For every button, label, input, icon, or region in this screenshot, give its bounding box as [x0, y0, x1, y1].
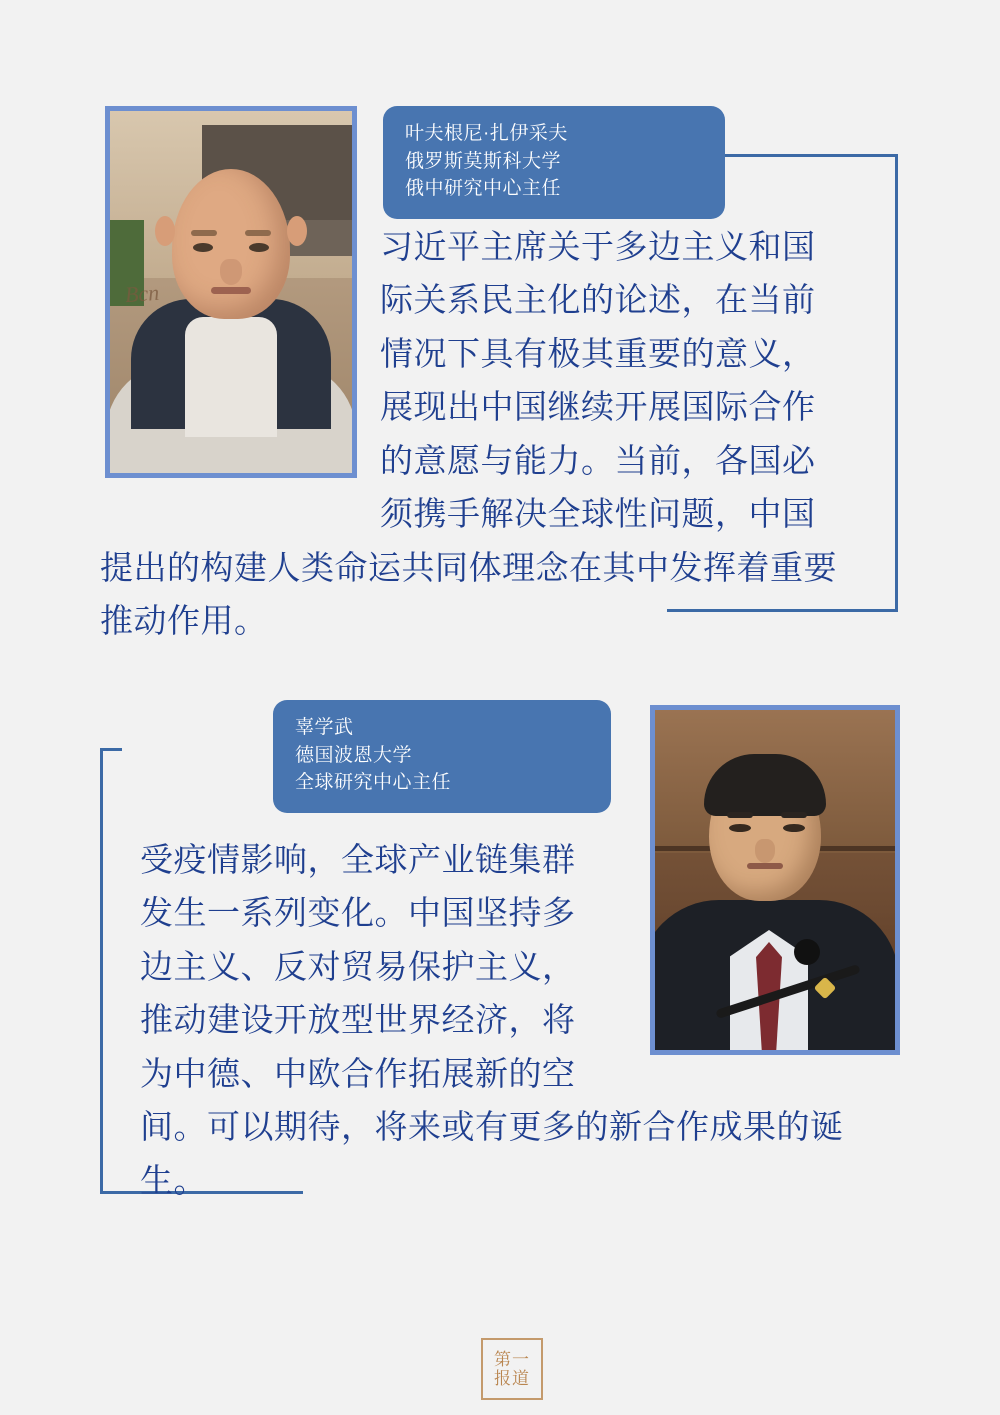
- quote-line: 为中德、中欧合作拓展新的空: [140, 1056, 576, 1093]
- quote-line: 发生一系列变化。中国坚持多: [140, 896, 576, 933]
- brand-logo-line-2: 报道: [494, 1369, 530, 1388]
- speaker-label-2: [273, 700, 611, 813]
- quote-line: 须携手解决全球性问题，中国: [380, 497, 816, 534]
- quote-line: 情况下具有极其重要的意义，: [380, 336, 816, 373]
- brand-logo: [481, 1338, 543, 1400]
- speaker-affiliation-2: 德国波恩大学: [295, 744, 413, 766]
- brand-logo-text: [494, 1350, 530, 1388]
- speaker-title-2: 全球研究中心主任: [295, 772, 452, 794]
- quote-line: 际关系民主化的论述，在当前: [380, 283, 816, 320]
- photo-eye-left: [729, 824, 751, 832]
- quote-line: 推动作用。: [100, 604, 268, 641]
- photo-signature: Bcn: [123, 279, 160, 308]
- brand-logo-line-1: 第一: [494, 1349, 530, 1369]
- photo-eye-right: [783, 824, 805, 832]
- photo-brow-right: [781, 812, 807, 818]
- speaker-name-2: 辜学武: [295, 717, 354, 738]
- quote-line: 生。: [140, 1163, 207, 1200]
- speaker-name-1: 叶夫根尼·扎伊采夫: [405, 123, 568, 144]
- quote-line: 受疫情影响，全球产业链集群: [140, 843, 576, 879]
- quote-line: 展现出中国继续开展国际合作: [380, 390, 816, 427]
- speaker-affiliation-1: 俄罗斯莫斯科大学: [405, 150, 562, 172]
- quote-line: 间。可以期待，将来或有更多的新合作成果的诞: [140, 1110, 844, 1147]
- quote-line: 边主义、反对贸易保护主义，: [140, 949, 576, 986]
- quote-line: 习近平主席关于多边主义和国: [380, 230, 816, 266]
- quote-block-2: [0, 660, 1000, 1220]
- quote-block-1: [0, 0, 1000, 660]
- quote-text-2: [140, 835, 885, 1209]
- quote-line: 推动建设开放型世界经济，将: [140, 1003, 576, 1040]
- speaker-title-1: 俄中研究中心主任: [405, 178, 562, 200]
- photo-brow-left: [727, 812, 753, 818]
- quote-line: 提出的构建人类命运共同体理念在其中发挥着重要: [100, 550, 837, 587]
- quote-line: 的意愿与能力。当前，各国必: [380, 443, 816, 480]
- speaker-label-1: [383, 106, 725, 219]
- quote-text-1: [100, 222, 868, 650]
